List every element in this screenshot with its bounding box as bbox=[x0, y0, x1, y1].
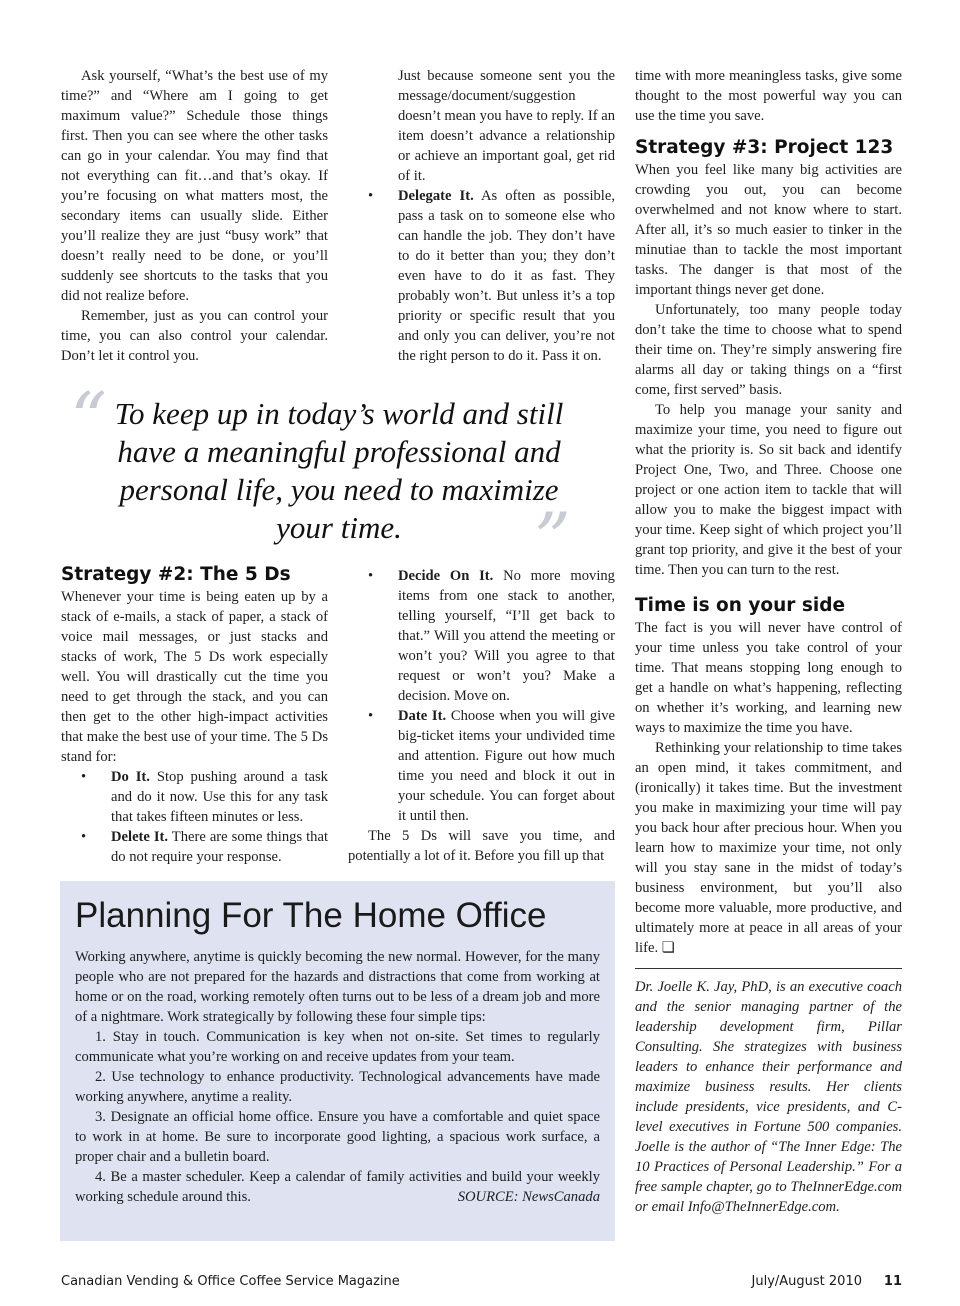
strategy3-paragraph-3: To help you manage your sanity and maximize your time, you need to figure out what the priority is. So sit back and identify Project One, Two, and Three. Choose one project or one action item to tackle that will allow you to make the biggest impact with your time. Keep sight of which project you’ll grant top priority, and give it the best of your time. Then you can turn to the rest. bbox=[635, 402, 902, 578]
footer-publication: Canadian Vending & Office Coffee Service Magazine bbox=[61, 1274, 400, 1289]
strategy2-right bbox=[348, 566, 615, 866]
strategy3-paragraph-1: When you feel like many big activities are crowding you out, you can become overwhelmed and not know where to start. After all, it’s so much easier to tinker in the minutiae than to tackle the most important tasks. The danger is that most of the important things never get done. bbox=[635, 162, 902, 298]
delegate-label: Delegate It. bbox=[398, 188, 474, 204]
col3-continued-text: time with more meaningless tasks, give some thought to the most powerful way you can use the time you save. bbox=[635, 68, 902, 124]
time-paragraph-1: The fact is you will never have control of your time unless you take control of your time. That means stopping long enough to get a handle on what’s happening, reflecting on whether it’s working, and learning new ways to maximize the time you have. bbox=[635, 620, 902, 736]
sidebar-tip-1: 1. Stay in touch. Communication is key when not on-site. Set times to regularly communicate what you’re working on and receive updates from your team. bbox=[75, 1029, 600, 1065]
strategy2-list-left bbox=[61, 767, 328, 867]
strategy2-heading: Strategy #2: The 5 Ds bbox=[61, 564, 291, 585]
end-mark-icon: ❏ bbox=[661, 940, 675, 956]
strategy2-left bbox=[61, 563, 328, 867]
strategy2-closing: The 5 Ds will save you time, and potentially a lot of it. Before you fill up that bbox=[348, 828, 615, 864]
sidebar-tip-3: 3. Designate an official home office. Ensure you have a comfortable and quiet space to work in at home. Be sure to incorporate good lighting, a spacious work surface, a proper chair and a bulletin board. bbox=[75, 1109, 600, 1165]
do-text: Stop pushing around a task and do it now. Use this for any task that takes fifteen minutes or less. bbox=[111, 769, 328, 825]
time-paragraph-2-para bbox=[635, 738, 902, 958]
decide-text: No more moving items from one stack to another, telling yourself, “I’ll get back to that.” Will you attend the meeting or won’t you? Will you agree to that request or won’t you? Make a decision. Move on. bbox=[398, 568, 615, 704]
strategy2-intro: Whenever your time is being eaten up by a stack of e-mails, a stack of paper, a stack of voice mail messages, or just stacks and stacks of work, The 5 Ds work especially well. You will drastically cut the time you need to get through the stack, and you can then get to the other high-impact activities that make the best use of your time. The 5 Ds stand for: bbox=[61, 589, 328, 765]
column-3 bbox=[635, 66, 902, 1217]
col2-bullet-list bbox=[368, 186, 615, 366]
delete-text: There are some things that do not require your response. bbox=[111, 829, 328, 865]
sidebar-tip-2: 2. Use technology to enhance productivity. Technological advancements have made working anywhere, anytime a reality. bbox=[75, 1069, 600, 1105]
decide-label: Decide On It. bbox=[398, 568, 494, 584]
close-quote-icon: ” bbox=[534, 497, 571, 581]
strategy3-paragraph-2: Unfortunately, too many people today don’t take the time to choose what to spend their time on. They’re simply answering fire alarms all day or taking things on a “first come, first served” basis. bbox=[635, 302, 902, 398]
list-item-do bbox=[61, 767, 328, 827]
sidebar-tip-4: 4. Be a master scheduler. Keep a calendar of family activities and build your weekly working schedule around this. bbox=[75, 1169, 600, 1205]
open-quote-icon: “ bbox=[70, 377, 107, 461]
list-item-date bbox=[348, 706, 615, 826]
delete-label: Delete It. bbox=[111, 829, 169, 845]
date-label: Date It. bbox=[398, 708, 447, 724]
author-bio: Dr. Joelle K. Jay, PhD, is an executive coach and the senior managing partner of the leadership development firm, Pillar Consulting. She strategizes with business leaders to enhance their performance and maximize business results. Her clients include presidents, vice presidents, and C-level executives in Fortune 500 companies. Joelle is the author of “The Inner Edge: The 10 Practices of Personal Leadership.” For a free sample chapter, go to TheInnerEdge.com or email Info@TheInnerEdge.com. bbox=[635, 979, 902, 1215]
column-2 bbox=[368, 66, 615, 366]
do-label: Do It. bbox=[111, 769, 150, 785]
page-footer bbox=[61, 1274, 902, 1292]
sidebar-box bbox=[60, 881, 615, 1241]
column-1 bbox=[61, 66, 328, 366]
list-item-delete bbox=[61, 827, 328, 867]
bio-divider bbox=[635, 968, 902, 969]
time-heading: Time is on your side bbox=[635, 595, 845, 616]
sidebar-source: SOURCE: NewsCanada bbox=[457, 1189, 600, 1205]
sidebar-title: Planning For The Home Office bbox=[75, 896, 547, 935]
col2-continued-text: Just because someone sent you the message/document/suggestion doesn’t mean you have to reply. If an item doesn’t advance a relationship or achieve an important goal, get rid of it. bbox=[398, 68, 615, 184]
delegate-text: As often as possible, pass a task on to someone else who can handle the job. They don’t have to do it better than you; they don’t even have to do it as fast. They probably won’t. But unless it’s a top priority or specific result that you and only you can deliver, you’re not the right person to do it. Pass it on. bbox=[398, 188, 615, 364]
time-paragraph-2: Rethinking your relationship to time takes an open mind, it takes commitment, and (ironically) it takes time. But the investment you make in maximizing your time will pay you back hour after precious hour. When you learn how to maximize your time, not only will you stay sane in the midst of today’s business environment, but you’ll also become more valuable, more productive, and ultimately more at peace in all areas of your life. bbox=[635, 740, 902, 956]
footer-issue: July/August 2010 bbox=[751, 1274, 862, 1289]
date-text: Choose when you will give big-ticket items your undivided time and attention. Figure out how much time you need and block it out in your schedule. You can forget about it until then. bbox=[398, 708, 615, 824]
strategy3-heading: Strategy #3: Project 123 bbox=[635, 137, 894, 158]
page-number: 11 bbox=[883, 1274, 902, 1289]
pull-quote-text: To keep up in today’s world and still have a meaningful professional and personal life, you need to maximize your time. bbox=[114, 396, 564, 545]
col1-paragraph-1: Ask yourself, “What’s the best use of my time?” and “Where am I going to get maximum value?” Schedule those things first. Then you can see where the other tasks can go in your calendar. You may find that not everything can fit…and that’s okay. If you’re focusing on what matters most, the secondary items can usually slide. Either you’ll realize they are just “busy work” that doesn’t really need to be done, or you’ll suddenly see shortcuts to the tasks that you did not realize before. bbox=[61, 68, 328, 304]
col1-paragraph-2: Remember, just as you can control your time, you can also control your calendar. Don’t let it control you. bbox=[61, 308, 328, 364]
sidebar-body bbox=[75, 947, 600, 1207]
strategy2-list-right bbox=[348, 566, 615, 826]
list-item-decide bbox=[348, 566, 615, 706]
sidebar-intro: Working anywhere, anytime is quickly becoming the new normal. However, for the many people who are not prepared for the hazards and distractions that come from working at home or on the road, working remotely often turns out to be less of a dream job and more of a nightmare. Work strategically by following these four simple tips: bbox=[75, 949, 600, 1025]
list-item-delegate bbox=[368, 186, 615, 366]
sidebar-tip-4-para bbox=[75, 1167, 600, 1207]
